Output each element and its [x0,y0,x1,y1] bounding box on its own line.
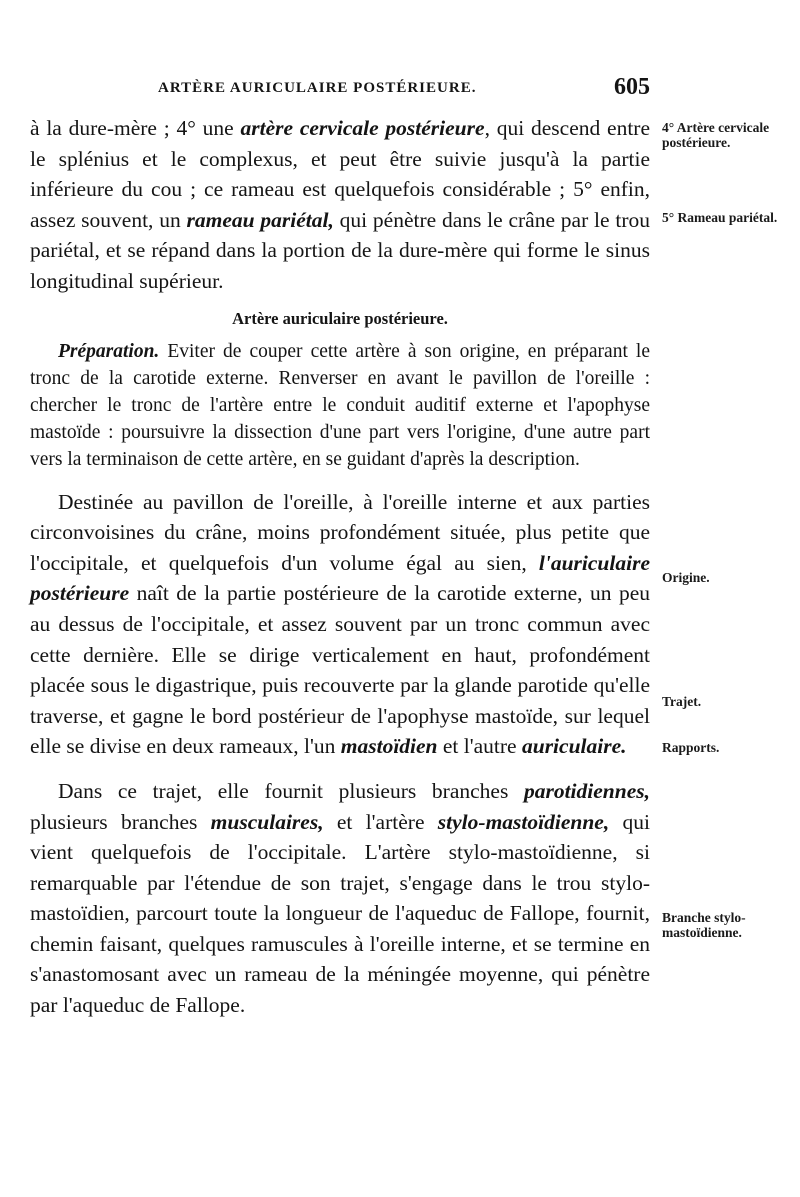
italic-term: artère cervicale postérieure [240,116,485,140]
paragraph-3 [30,776,650,1021]
text-span: qui pénètre dans le crâne par le trou pariétal, et se répand dans la portion de la dure-mère qui forme le sinus longitudinal supérieur. [30,207,650,293]
preparation-label: Préparation. [58,340,160,362]
preparation-text: Eviter de couper cette artère à son origine, en préparant le tronc de la carotide externe. Renverser en avant le pavillon de l'oreille : chercher le tronc de l'artère entre le conduit auditif externe et l'apophyse mastoïde : poursuivre la dissection d'une part vers l'origine, d'une autre part vers la terminaison de cette artère, en se guidant d'après la description. [30,340,650,470]
page-header [30,76,650,106]
text-span: plusieurs branches [30,809,211,834]
italic-term: l'auriculaire postérieure [30,550,650,606]
section-heading: Artère auriculaire postérieure. [232,308,448,328]
margin-note-rameau-parietal: 5° Rameau pariétal. [662,210,778,225]
margin-note-trajet: Trajet. [662,694,702,709]
paragraph-2 [30,487,650,762]
margin-note-origine: Origine. [662,570,710,585]
text-span: naît de la partie postérieure de la carotide externe, un peu au dessus de l'occipitale, et assez souvent par un tronc commun avec cette dernière. Elle se dirige verticalement en haut, profondément placée sous le digastrique, puis recouverte par la glande parotide qu'elle traverse, et gagne le bord postérieur de l'apophyse mastoïde, sur lequel elle se divise en deux rameaux, l'un [30,581,650,759]
margin-note-branche-stylo: Branche stylo-mastoïdienne. [662,910,746,940]
paragraph-1 [30,113,650,297]
italic-term: parotidiennes, [523,778,650,803]
italic-term: rameau pariétal, [186,207,334,232]
preparation-paragraph [30,338,650,473]
margin-note-rapports: Rapports. [662,740,720,755]
italic-term: auriculaire. [521,734,627,759]
text-span: à la dure-mère ; 4° une [30,116,241,140]
text-span: , qui descend entre le splénius et le complexus, et peut être suivie jusqu'à la partie inférieure du cou ; ce rameau est quelquefois considérable ; 5° enfin, assez souvent, un [30,116,651,232]
text-span: Destinée au pavillon de l'oreille, à l'oreille interne et aux parties circonvoisines du crâne, moins profondément située, plus petite que l'occipitale, et quelquefois d'un volume égal au sien, [30,489,650,575]
main-text [30,113,650,1021]
text-span: et l'autre [437,734,522,759]
running-title: ARTÈRE AURICULAIRE POSTÉRIEURE. [158,80,477,96]
page-number: 605 [614,74,650,100]
text-span: qui vient quelquefois de l'occipitale. L'artère stylo-mastoïdienne, si remarquable par l'étendue de son trajet, s'engage dans le trou stylo-mastoïdien, parcourt toute la longueur de l'aqueduc de Fallope, fournit, chemin faisant, quelques ramuscules à l'oreille interne, et se termine en s'anastomosant avec un rameau de la méningée moyenne, qui pénètre par l'aqueduc de Fallope. [30,809,650,1018]
text-span: et l'artère [323,809,438,834]
italic-term: mastoïdien [340,734,438,759]
text-span: Dans ce trajet, elle fournit plusieurs branches [58,778,524,803]
italic-term: stylo-mastoïdienne, [437,809,610,834]
margin-note-arteria-cervicale: 4° Artère cervicale postérieure. [662,120,770,150]
italic-term: musculaires, [210,809,324,834]
